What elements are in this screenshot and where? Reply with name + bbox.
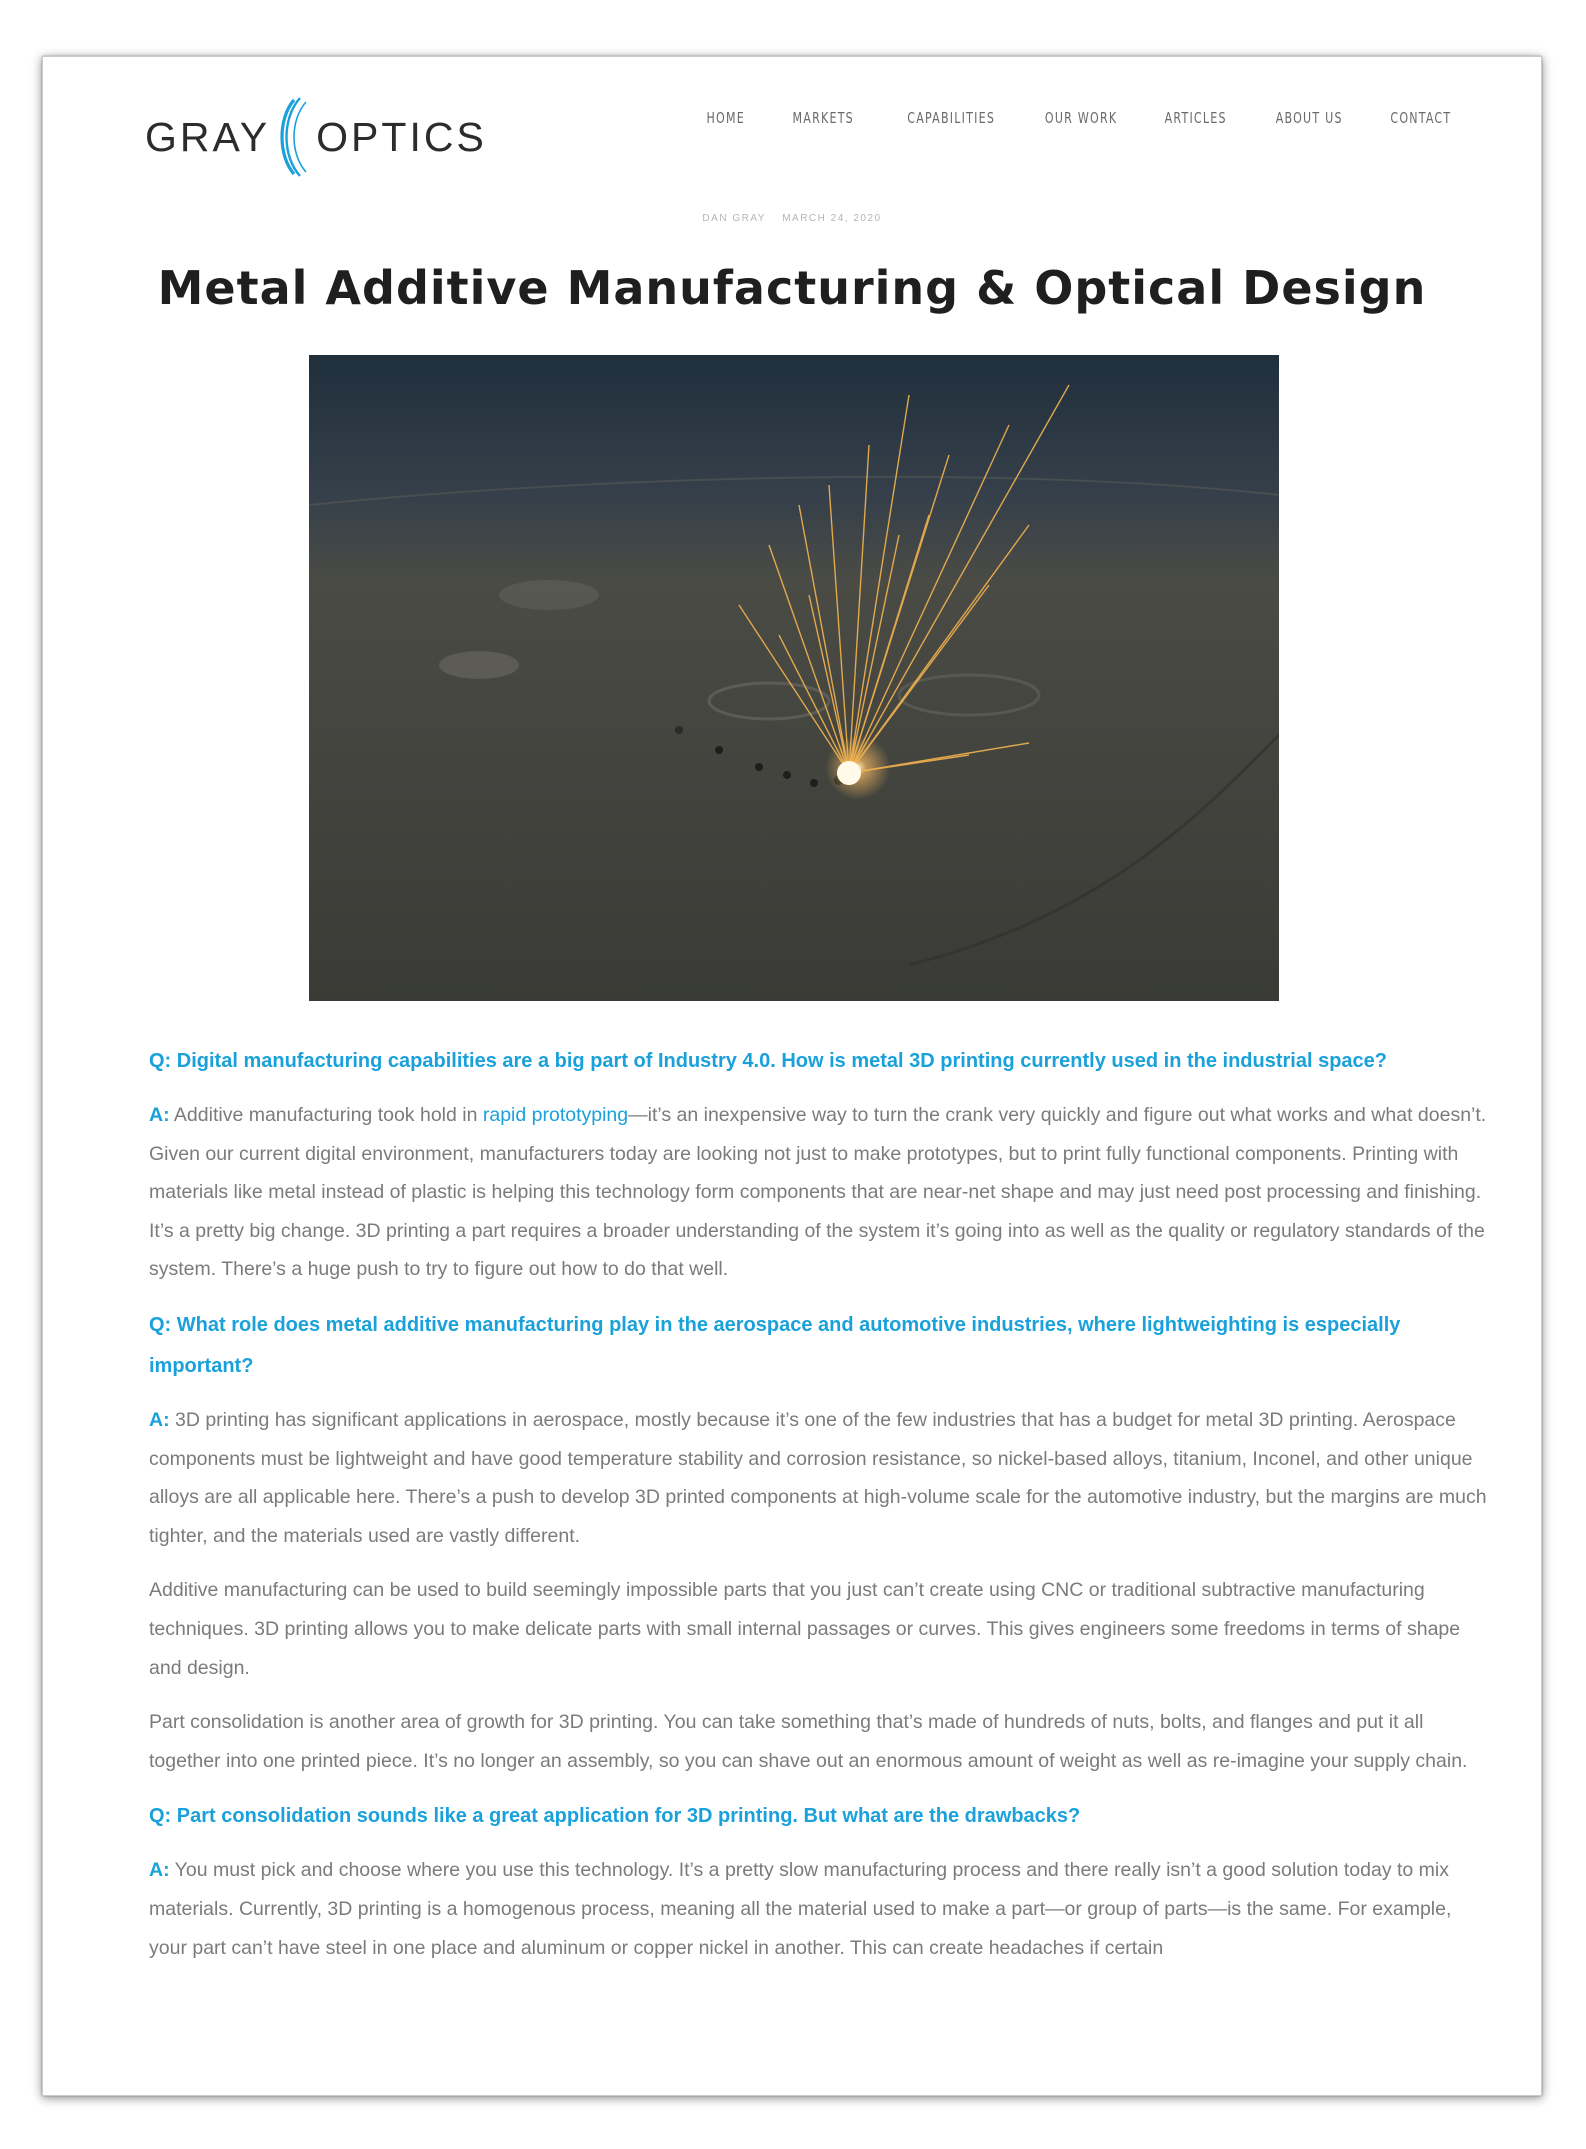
- answer-2: [149, 1401, 1489, 1555]
- paragraph-4: Part consolidation is another area of growth for 3D printing. You can take something that’s made of hundreds of nuts, bolts, and flanges and put it all together into one printed piece. It’s no longer an assembly, so you can shave out an enormous amount of weight as well as re-imagine your supply chain.: [149, 1711, 1468, 1772]
- logo-text-right: OPTICS: [316, 113, 487, 160]
- nav-markets[interactable]: MARKETS: [792, 109, 854, 127]
- nav-capabilities[interactable]: CAPABILITIES: [906, 109, 995, 127]
- article-body: [149, 1041, 1489, 1983]
- nav-our-work[interactable]: OUR WORK: [1044, 109, 1118, 127]
- nav-contact[interactable]: CONTACT: [1390, 109, 1451, 127]
- site-header: [43, 57, 1541, 207]
- question-3: Q: Part consolidation sounds like a great application for 3D printing. But what are the drawbacks?: [149, 1805, 1081, 1828]
- answer-3: [149, 1851, 1489, 1967]
- nav-about-us[interactable]: ABOUT US: [1275, 109, 1343, 127]
- answer-label: A:: [149, 1859, 170, 1882]
- question-1: Q: Digital manufacturing capabilities are a big part of Industry 4.0. How is metal 3D printing currently used in the industrial space?: [149, 1050, 1388, 1072]
- page-title: Metal Additive Manufacturing & Optical Design: [157, 261, 1427, 315]
- paragraph-3: Additive manufacturing can be used to build seemingly impossible parts that you just can’t create using CNC or traditional subtractive manufacturing techniques. 3D printing allows you to make delicate parts with small internal passages or curves. This gives engineers some freedoms in terms of shape and design.: [149, 1579, 1461, 1679]
- hero-image: [309, 355, 1279, 1001]
- rapid-prototyping-link[interactable]: rapid prototyping: [482, 1104, 629, 1126]
- answer-3-text: You must pick and choose where you use this technology. It’s a pretty slow manufacturing process and there really isn’t a good solution today to mix materials. Currently, 3D printing is a homogenous process, meaning all the material used to make a part—or group of parts—is the same. For example, your part can’t have steel in one place and aluminum or copper nickel in another. This can create headaches if certain: [149, 1859, 1452, 1959]
- answer-label: A:: [149, 1408, 170, 1431]
- nav-home[interactable]: HOME: [706, 109, 745, 127]
- post-author[interactable]: DAN GRAY: [702, 213, 766, 224]
- post-meta: [43, 213, 1541, 224]
- nav-articles[interactable]: ARTICLES: [1164, 109, 1227, 127]
- sparks-illustration: [309, 355, 1279, 1001]
- logo-text-left: GRAY: [145, 113, 271, 160]
- answer-2-text: 3D printing has significant applications in aerospace, mostly because it’s one of the few industries that has a budget for metal 3D printing. Aerospace components must be lightweight and have good temperature stability and corrosion resistance, so nickel-based alloys, titanium, Inconel, and other unique alloys are all applicable here. There’s a push to develop 3D printed components at high-volume scale for the automotive industry, but the margins are much tighter, and the materials used are vastly different.: [149, 1408, 1487, 1547]
- answer-1-post: —it’s an inexpensive way to turn the crank very quickly and figure out what works and what doesn’t. Given our current digital environment, manufacturers today are looking not just to make prototypes, but to print fully functional components. Printing with materials like metal instead of plastic is helping this technology form components that are near-net shape and may just need post processing and finishing. It’s a pretty big change. 3D printing a part requires a broader understanding of the system it’s going into as well as the quality or regulatory standards of the system. There’s a huge push to try to figure out how to do that well.: [149, 1104, 1487, 1281]
- answer-1: [149, 1096, 1489, 1289]
- question-2: Q: What role does metal additive manufacturing play in the aerospace and automotive industries, where lightweighting is especially important?: [149, 1313, 1401, 1377]
- site-logo[interactable]: [145, 87, 487, 187]
- post-date: MARCH 24, 2020: [782, 213, 882, 224]
- logo-arc-icon: [272, 94, 314, 180]
- answer-label: A:: [149, 1104, 170, 1126]
- page-frame: [42, 56, 1542, 2096]
- answer-1-pre: Additive manufacturing took hold in: [169, 1104, 483, 1126]
- main-nav: [664, 109, 1451, 127]
